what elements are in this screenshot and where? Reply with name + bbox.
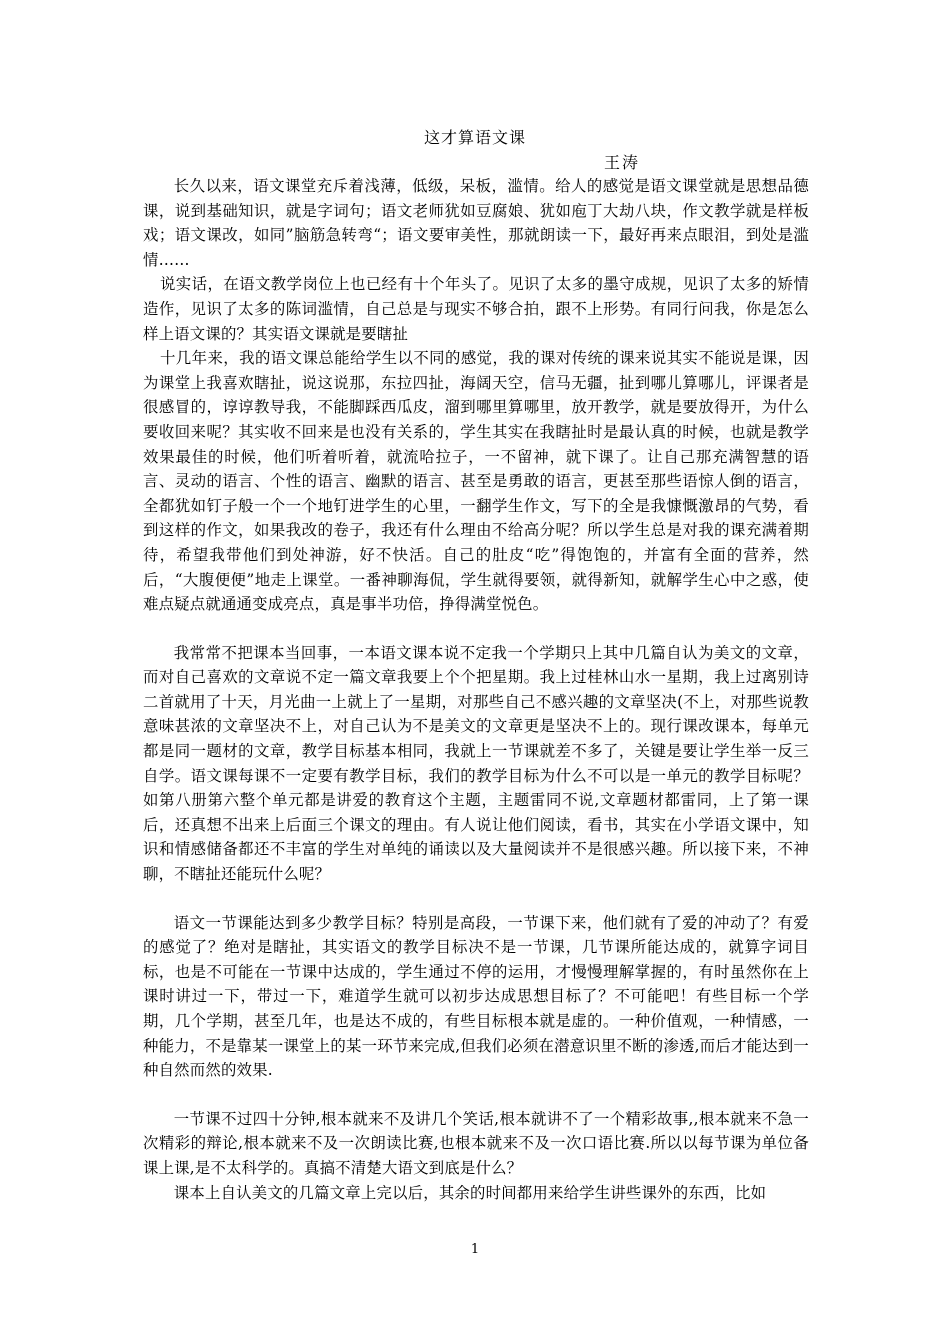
paragraph-spacer — [143, 617, 809, 641]
document-body — [143, 174, 809, 1205]
paragraph: 课本上自认美文的几篇文章上完以后，其余的时间都用来给学生讲些课外的东西，比如 — [173, 1183, 767, 1202]
paragraph: 说实话，在语文教学岗位上也已经有十个年头了。见识了太多的墨守成规，见识了太多的矫情造作，见识了太多的陈词滥情，自己总是与现实不够合拍，跟不上形势。有同行问我，你是怎么样上语文课的？其实语文课就是要瞎扯 — [143, 275, 809, 343]
paragraph-spacer — [143, 1083, 809, 1107]
paragraph-spacer — [143, 887, 809, 911]
paragraph: 语文一节课能达到多少教学目标？特别是高段，一节课下来，他们就有了爱的冲动了？有爱的感觉了？绝对是瞎扯，其实语文的教学目标决不是一节课，几节课所能达成的，就算字词目标，也是不可能在一节课中达成的，学生通过不停的运用，才慢慢理解掌握的，有时虽然你在上课时讲过一下，带过一下，难道学生就可以初步达成思想目标了？不可能吧！有些目标一个学期，几个学期，甚至几年，也是达不成的，有些目标根本就是虚的。一种价值观，一种情感，一种能力，不是靠某一课堂上的某一环节来完成,但我们必须在潜意识里不断的渗透,而后才能达到一种自然而然的效果. — [143, 913, 809, 1080]
document-author: 王涛 — [604, 153, 641, 172]
paragraph: 长久以来，语文课堂充斥着浅薄，低级，呆板，滥情。给人的感觉是语文课堂就是思想品德课，说到基础知识，就是字词句；语文老师犹如豆腐娘、犹如庖丁大劫八块，作文教学就是样板戏；语文课改，如同”脑筋急转弯“；语文要审美性，那就朗读一下，最好再来点眼泪，到处是滥情…… — [143, 177, 809, 269]
paragraph: 十几年来，我的语文课总能给学生以不同的感觉，我的课对传统的课来说其实不能说是课，因为课堂上我喜欢瞎扯，说这说那，东拉四扯，海阔天空，信马无疆，扯到哪儿算哪儿，评课者是很感冒的，谆谆教导我，不能脚踩西瓜皮，溜到哪里算哪里，放开教学，就是要放得开，为什么要收回来呢？其实收不回来是也没有关系的，学生其实在我瞎扯时是最认真的时候，也就是教学效果最佳的时候，他们听着听着，就流哈拉子，一不留神，就下课了。让自己那充满智慧的语言、灵动的语言、个性的语言、幽默的语言、甚至是勇敢的语言，更甚至那些语惊人倒的语言，全都犹如钉子般一个一个地钉进学生的心里，一翻学生作文，写下的全是我慷慨激昂的气势，看到这样的作文，如果我改的卷子，我还有什么理由不给高分呢？所以学生总是对我的课充满着期待，希望我带他们到处神游，好不快活。自己的肚皮“吃”得饱饱的，并富有全面的营养，然后，“大腹便便”地走上课堂。一番神聊海侃，学生就得要领，就得新知，就解学生心中之惑，使难点疑点就通通变成亮点，真是事半功倍，挣得满堂悦色。 — [143, 349, 809, 614]
paragraph: 我常常不把课本当回事，一本语文课本说不定我一个学期只上其中几篇自认为美文的文章，而对自己喜欢的文章说不定一篇文章我要上个个把星期。我上过桂林山水一星期，我上过离别诗二首就用了十天，月光曲一上就上了一星期，对那些自己不感兴趣的文章坚决(不上，对那些说教意味甚浓的文章坚决不上，对自己认为不是美文的文章更是坚决不上的。现行课改课本，每单元都是同一题材的文章，教学目标基本相同，我就上一节课就差不多了，关键是要让学生举一反三自学。语文课每课不一定要有教学目标，我们的教学目标为什么不可以是一单元的教学目标呢？如第八册第六整个单元都是讲爱的教育这个主题，主题雷同不说,文章题材都雷同，上了第一课后，还真想不出来上后面三个课文的理由。有人说让他们阅读，看书，其实在小学语文课中，知识和情感储备都还不丰富的学生对单纯的诵读以及大量阅读并不是很感兴趣。所以接下来，不神聊，不瞎扯还能玩什么呢？ — [143, 643, 809, 884]
document-title: 这才算语文课 — [423, 128, 526, 147]
paragraph: 一节课不过四十分钟,根本就来不及讲几个笑话,根本就讲不了一个精彩故事,,根本就来不急一次精彩的辩论,根本就来不及一次朗读比赛,也根本就来不及一次口语比赛.所以以每节课为单位备课上课,是不太科学的。真搞不清楚大语文到底是什么？ — [143, 1109, 809, 1177]
page-number: 1 — [470, 1242, 480, 1257]
